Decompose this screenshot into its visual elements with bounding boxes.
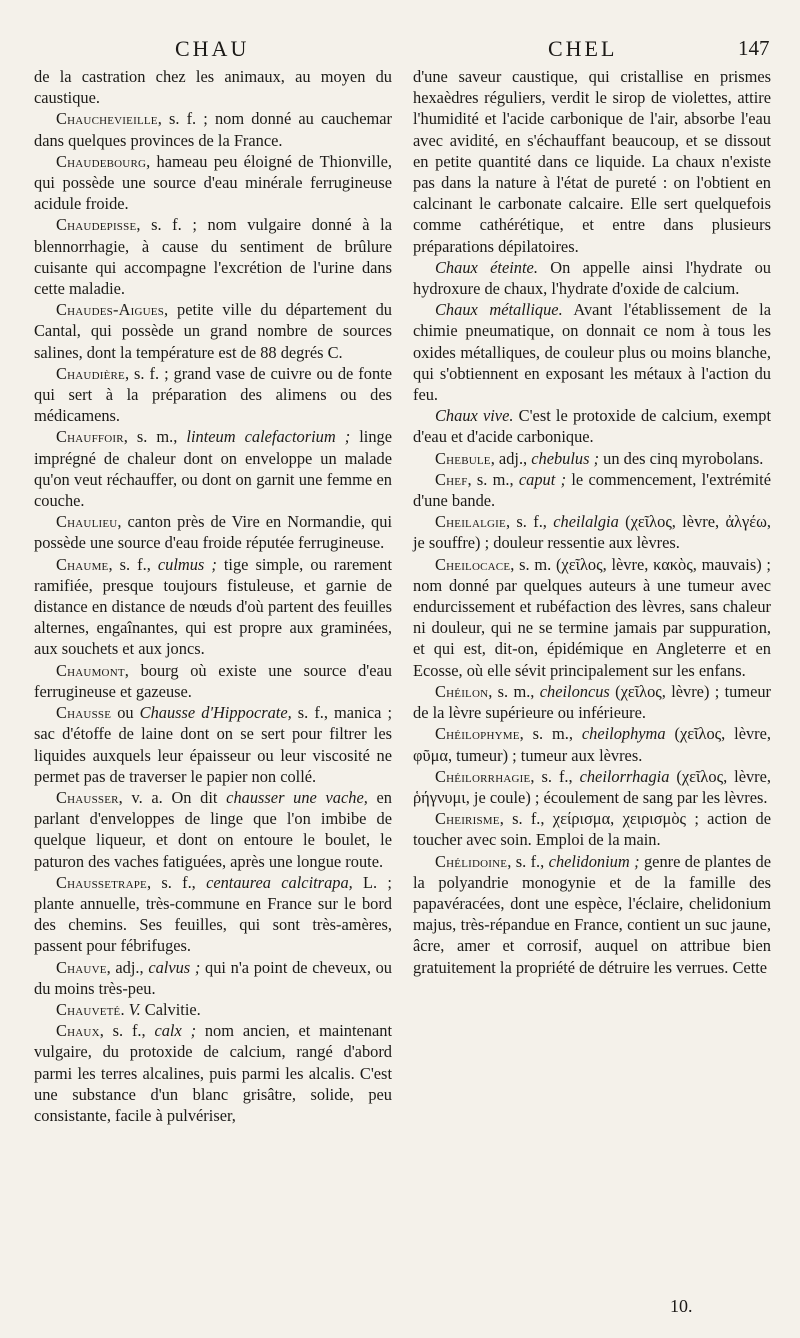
left-column	[34, 66, 392, 1126]
dictionary-entry	[34, 702, 392, 787]
entry-text: le commencement, l'extrémité d'une bande.	[413, 469, 771, 511]
entry-headword: Chebule	[435, 448, 491, 468]
running-head	[0, 36, 800, 66]
entry-headword: Chauchevieille	[56, 109, 158, 129]
entry-text: qui n'a point de cheveux, ou du moins très-peu.	[34, 957, 392, 998]
running-head-left: CHAU	[175, 36, 250, 61]
dictionary-entry	[34, 660, 392, 702]
entry-headword: Chaudière	[56, 363, 125, 383]
entry-text: nom ancien, et maintenant vulgaire, du protoxide de calcium, rangé d'abord parmi les terres alcalines, puis parmi les alcalis. C'est une substance d'un blanc grisâtre, solide, peu consistante, facile à pulvériser,	[34, 1021, 392, 1125]
entry-text: , s. m.,	[519, 724, 582, 744]
dictionary-entry	[34, 66, 392, 108]
entry-text: , s. f., χείρισμα, χειρισμὸς ; action de toucher avec soin. Emploi de la main.	[413, 809, 771, 850]
entry-italic: cheiloncus	[539, 681, 610, 701]
entry-headword: Chaudepisse	[56, 215, 137, 235]
entry-text: , s. f. ; nom vulgaire donné à la blennorrhagie, à cause du sentiment de brûlure cuisante qui accompagne l'excrétion de l'urine dans cette maladie.	[34, 215, 392, 299]
entry-text: , s. m.,	[467, 469, 519, 489]
entry-headword: Chauffoir	[56, 427, 124, 447]
entry-text: s. f., manica ; sac d'étoffe de laine dont on se sert pour filtrer les liquides auxquels leur épaisseur ou leur viscosité ne permet pas de traverser le papier non collé.	[34, 703, 392, 786]
entry-text: , adj.,	[490, 448, 532, 468]
dictionary-entry	[413, 469, 771, 511]
entry-text: , v. a. On dit	[118, 787, 227, 807]
entry-text: , s. f.,	[505, 512, 554, 532]
entry-text: , s. m. (χεῖλος, lèvre, κακὸς, mauvais) ; nom donné par quelques auteurs à une tumeur avec endurcissement et rubéfaction des lèvres, sans chaleur ni douleur, qui ne se termine jamais par suppuration, et qui est, dit-on, épidémique en Angleterre et en Ecosse, où elle sévit principalement sur les enfans.	[413, 554, 771, 680]
entry-text: , s. m.,	[488, 681, 540, 701]
entry-headword: Chaux	[56, 1021, 100, 1041]
entry-italic: cheilalgia	[553, 512, 619, 532]
entry-headword: Chausse	[56, 703, 112, 723]
entry-text: de la castration chez les animaux, au moyen du caustique.	[34, 67, 392, 108]
right-column	[413, 66, 771, 978]
dictionary-entry	[34, 872, 392, 957]
entry-headword: Chef	[435, 469, 468, 489]
entry-text: , canton près de Vire en Normandie, qui possède une source d'eau froide réputée ferrugineuse.	[34, 512, 392, 553]
entry-text: L. ; plante annuelle, très-commune en France sur le bord des chemins. Ses feuilles, qui sont très-amères, passent pour fébrifuges.	[34, 872, 392, 956]
entry-headword: Chéilon	[435, 681, 489, 701]
entry-text: C'est le protoxide de calcium, exempt d'eau et d'acide carbonique.	[413, 406, 772, 447]
entry-text: , adj.,	[106, 957, 149, 977]
dictionary-entry	[34, 787, 392, 872]
entry-headword: Chaulieu	[56, 512, 118, 532]
entry-headword: Cheilocace	[435, 554, 511, 574]
entry-text: , s. m.,	[123, 427, 187, 447]
entry-text: , hameau peu éloigné de Thionville, qui possède une source d'eau minérale ferrugineuse acidule froide.	[34, 151, 392, 214]
dictionary-entry	[413, 299, 771, 405]
entry-text: , bourg où existe une source d'eau ferrugineuse et gazeuse.	[34, 660, 392, 701]
dictionary-entry	[34, 426, 392, 511]
entry-headword: Chausser	[56, 787, 119, 807]
entry-headword: Chéilorrhagie	[435, 766, 531, 786]
entry-italic: cheilophyma	[581, 724, 666, 744]
dictionary-entry	[413, 808, 771, 850]
entry-text: On appelle ainsi l'hydrate ou hydroxure de chaux, l'hydrate d'oxide de calcium.	[413, 257, 771, 299]
dictionary-entry	[34, 363, 392, 427]
entry-text: (χεῖλος, lèvre, φῦμα, tumeur) ; tumeur aux lèvres.	[413, 724, 771, 765]
entry-italic: Chaux vive.	[435, 406, 514, 426]
entry-headword: Cheirisme	[435, 809, 500, 829]
dictionary-entry	[34, 1020, 392, 1126]
entry-italic: chebulus ;	[531, 448, 600, 468]
entry-italic: V.	[128, 999, 141, 1019]
page-number: 147	[738, 36, 770, 60]
running-head-right: CHEL	[548, 36, 618, 61]
entry-italic: chelidonium ;	[548, 851, 640, 871]
dictionary-entry	[34, 214, 392, 299]
entry-text: .	[120, 999, 129, 1019]
entry-headword: Chélidoine	[435, 851, 508, 871]
entry-text: , s. f.,	[507, 851, 549, 871]
entry-italic: Chaux métallique.	[435, 300, 563, 320]
signature-mark: 10.	[670, 1296, 693, 1316]
dictionary-entry	[413, 851, 771, 978]
entry-text: Avant l'établissement de la chimie pneumatique, on donnait ce nom à tous les oxides métalliques, de couleur plus ou moins blanche, qui s'obtiennent en exposant les métaux à l'action du feu.	[413, 300, 771, 405]
entry-text: en parlant d'enveloppes de linge que l'on imbibe de quelque liqueur, et dont on entoure le boulet, le paturon des vaches fatiguées, après une longue route.	[34, 787, 392, 871]
entry-text: , s. f.,	[108, 554, 158, 574]
entry-italic: Chausse d'Hippocrate,	[139, 703, 292, 723]
entry-text: (χεῖλος, lèvre, ῥήγνυμι, je coule) ; écoulement de sang par les lèvres.	[413, 766, 771, 807]
dictionary-entry	[34, 511, 392, 553]
entry-text: d'une saveur caustique, qui cristallise en prismes hexaèdres réguliers, verdit le sirop de violettes, attire l'humidité et l'acide carbonique de l'air, absorbe l'eau avec avidité, en s'échauffant beaucoup, et se dissout en petite quantité dans ce liquide. La chaux n'existe pas dans la nature à l'état de pureté : on l'obtient en calcinant le carbonate calcaire. Elle sert quelquefois comme cathérétique, et entre dans plusieurs préparations dépilatoires.	[413, 67, 771, 256]
entry-italic: calx ;	[154, 1021, 197, 1041]
dictionary-entry	[413, 66, 771, 257]
entry-headword: Chaumont	[56, 660, 125, 680]
entry-text: (χεῖλος, lèvre) ; tumeur de la lèvre supérieure ou inférieure.	[413, 681, 772, 723]
dictionary-entry	[34, 957, 392, 999]
entry-text: un des cinq myrobolans.	[599, 448, 764, 468]
dictionary-entry	[34, 151, 392, 215]
entry-italic: caput ;	[518, 469, 567, 489]
dictionary-entry	[413, 723, 771, 765]
entry-text: tige simple, ou rarement ramifiée, presque toujours fistuleuse, et garnie de distance en distance de nœuds d'où partent des feuilles alternes, engaînantes, qui est propre aux graminées, aux souchets et aux joncs.	[34, 554, 392, 659]
dictionary-entry	[413, 257, 771, 299]
entry-italic: culmus ;	[157, 554, 217, 574]
entry-headword: Cheilalgie	[435, 512, 506, 532]
dictionary-entry	[413, 405, 771, 447]
entry-text: , s. f.,	[146, 872, 207, 892]
entry-headword: Chauve	[56, 957, 107, 977]
entry-italic: calvus ;	[148, 957, 201, 977]
dictionary-entry	[413, 681, 771, 723]
entry-text: , petite ville du département du Cantal, qui possède un grand nombre de sources salines, dont la température est de 88 degrés C.	[34, 300, 392, 362]
dictionary-entry	[413, 511, 771, 553]
entry-headword: Chaudebourg	[56, 151, 147, 171]
entry-italic: chausser une vache,	[226, 787, 368, 807]
dictionary-entry	[34, 108, 392, 150]
entry-text: (χεῖλος, lèvre, ἀλγέω, je souffre) ; douleur ressentie aux lèvres.	[413, 512, 771, 553]
entry-text: , s. f. ; nom donné au cauchemar dans quelques provinces de la France.	[34, 109, 392, 150]
entry-headword: Chaussetrape	[56, 872, 147, 892]
dictionary-entry	[34, 554, 392, 660]
entry-text: , s. f.,	[530, 766, 580, 786]
entry-italic: linteum calefactorium ;	[186, 427, 351, 447]
dictionary-entry	[413, 448, 771, 469]
entry-text: , s. f.,	[99, 1021, 155, 1041]
dictionary-entry	[413, 766, 771, 808]
dictionary-entry	[34, 999, 392, 1020]
entry-headword: Chaudes-Aigues	[56, 300, 165, 320]
entry-headword: Chaume	[56, 554, 109, 574]
entry-text: , s. f. ; grand vase de cuivre ou de fonte qui sert à la préparation des alimens ou des médicamens.	[34, 363, 392, 426]
dictionary-entry	[413, 554, 771, 681]
entry-text: linge imprégné de chaleur dont on enveloppe un malade qu'on veut réchauffer, ou dont on garnit une femme en couche.	[34, 427, 393, 511]
entry-headword: Chauveté	[56, 999, 121, 1019]
entry-text: genre de plantes de la polyandrie monogynie et de la famille des papavéracées, dont une espèce, l'éclaire, chelidonium majus, très-répandue en France, contient un suc jaune, âcre, amer et corrosif, auquel on attribue bien gratuitement la propriété de détruire les verrues. Cette	[413, 851, 771, 977]
entry-text: Calvitie.	[140, 999, 201, 1019]
dictionary-entry	[34, 299, 392, 363]
entry-text: ou	[111, 703, 140, 723]
entry-italic: centaurea calcitrapa,	[206, 872, 353, 892]
entry-italic: cheilorrhagia	[579, 766, 670, 786]
entry-italic: Chaux éteinte.	[435, 257, 538, 277]
entry-headword: Chéilophyme	[435, 724, 520, 744]
